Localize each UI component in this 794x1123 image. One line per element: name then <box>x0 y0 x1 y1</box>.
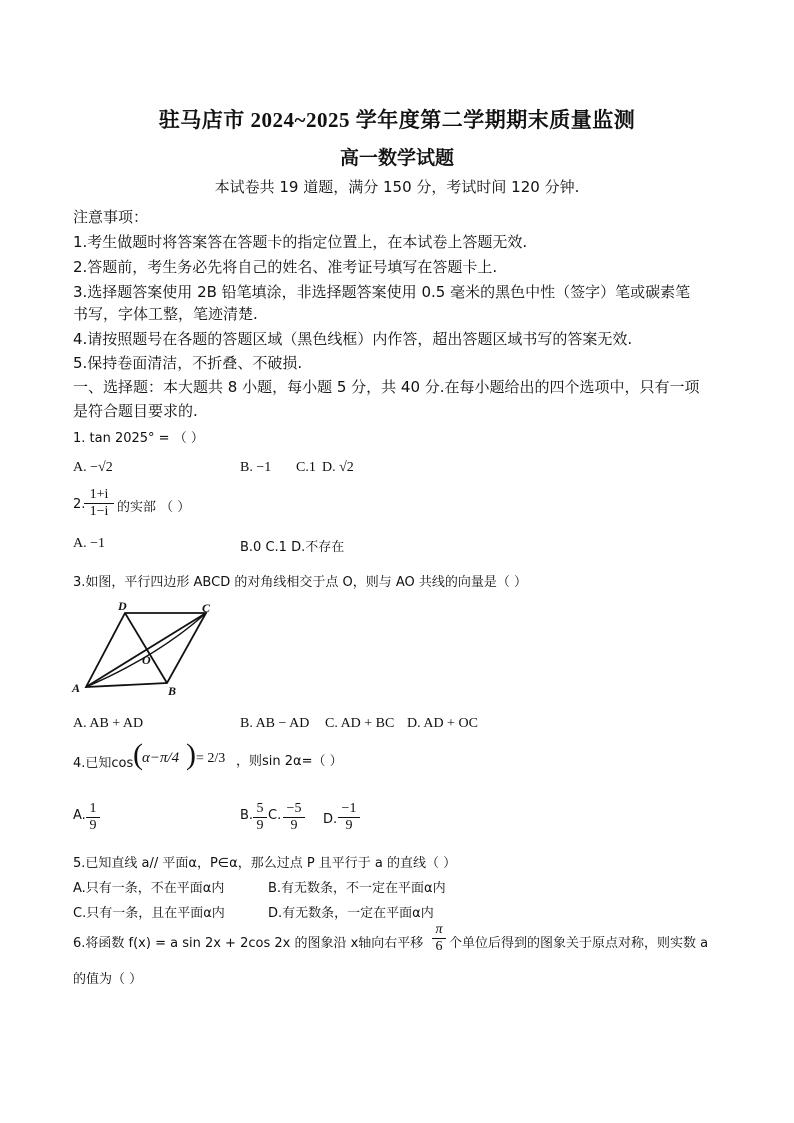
question-4-option-c-label: C. <box>268 808 282 823</box>
question-2-options-bcd: B.0 C.1 D.不存在 <box>240 540 345 555</box>
question-3-option-b: B. AB − AD <box>240 716 310 731</box>
section-heading-cont: 是符合题目要求的. <box>73 402 198 420</box>
fraction-numerator: 5 <box>256 801 264 816</box>
fraction-denominator: 6 <box>432 938 446 955</box>
fraction-denominator: 1−i <box>84 503 114 520</box>
question-2-fraction <box>84 487 114 520</box>
question-5-option-c: C.只有一条，且在平面α内 <box>73 906 225 921</box>
question-4-inner-expression: α−π/4 <box>142 750 180 766</box>
fraction-denominator: 9 <box>283 817 305 834</box>
question-4-option-d-label: D. <box>323 812 338 827</box>
question-5-option-b: B.有无数条，不一定在平面α内 <box>268 881 446 896</box>
vertex-c-label: C <box>202 601 211 615</box>
question-1-stem: 1. tan 2025° = （ ） <box>73 431 204 446</box>
question-1-option-b: B. −1 <box>240 460 272 475</box>
diagonal-ac <box>86 613 206 687</box>
question-6-shift-fraction <box>432 922 446 955</box>
question-4-option-d <box>338 801 360 834</box>
point-o-label: O <box>142 653 151 667</box>
note-item: 2.答题前，考生务必先将自己的姓名、准考证号填写在答题卡上. <box>73 258 498 276</box>
parallelogram-figure <box>68 596 218 700</box>
question-4-option-a <box>86 801 100 834</box>
note-item: 书写，字体工整，笔迹清楚. <box>73 305 258 323</box>
question-1-option-a: A. −√2 <box>73 460 113 475</box>
question-3-stem: 3.如图，平行四边形 ABCD 的对角线相交于点 O，则与 AO 共线的向量是（ ） <box>73 575 527 590</box>
question-6-stem-post: 个单位后得到的图象关于原点对称，则实数 a <box>449 936 709 951</box>
question-4-stem-post: ，则sin 2α=（ ） <box>236 754 343 769</box>
fraction-numerator: π <box>435 922 443 937</box>
exam-subtitle: 高一数学试题 <box>339 147 454 169</box>
fraction-denominator: 9 <box>253 817 267 834</box>
note-item: 3.选择题答案使用 2B 铅笔填涂，非选择题答案使用 0.5 毫米的黑色中性（签字）笔或碳素笔 <box>73 283 691 301</box>
question-1-option-c: C.1 <box>296 460 316 475</box>
fraction-numerator: −1 <box>341 801 357 816</box>
question-2-option-a: A. −1 <box>73 536 106 551</box>
question-6-stem-pre: 6.将函数 f(x) = a sin 2x + 2cos 2x 的图象沿 x轴向右平移 <box>73 936 424 951</box>
question-1-option-d: D. √2 <box>322 460 354 475</box>
note-item: 4.请按照题号在各题的答题区域（黑色线框）内作答，超出答题区域书写的答案无效. <box>73 330 633 348</box>
section-heading: 一、选择题：本大题共 8 小题，每小题 5 分，共 40 分.在每小题给出的四个选项中，只有一项 <box>73 378 700 396</box>
exam-info: 本试卷共 19 道题，满分 150 分，考试时间 120 分钟. <box>214 178 580 196</box>
question-5-option-d: D.有无数条，一定在平面α内 <box>268 906 434 921</box>
paren-open-icon: ( <box>133 738 143 771</box>
fraction-numerator: 1 <box>89 801 97 816</box>
vertex-b-label: B <box>168 684 177 698</box>
question-6-stem-line2: 的值为（ ） <box>73 972 143 987</box>
question-5-option-a: A.只有一条，不在平面α内 <box>73 881 225 896</box>
question-4-option-c <box>283 801 305 834</box>
fraction-numerator: −5 <box>286 801 302 816</box>
question-3-option-d: D. AD + OC <box>407 716 478 731</box>
question-4-option-a-label: A. <box>73 808 86 823</box>
question-5-stem: 5.已知直线 a// 平面α，P∈α，那么过点 P 且平行于 a 的直线（ ） <box>73 856 457 871</box>
note-item: 5.保持卷面清洁，不折叠、不破损. <box>73 354 303 372</box>
fraction-denominator: 9 <box>86 817 100 834</box>
vertex-a-label: A <box>72 681 81 695</box>
notes-heading: 注意事项： <box>73 208 149 226</box>
question-4-stem-pre: 4.已知cos <box>73 756 134 771</box>
note-item: 1.考生做题时将答案答在答题卡的指定位置上，在本试卷上答题无效. <box>73 233 528 251</box>
question-3-option-c: C. AD + BC <box>325 716 395 731</box>
exam-title: 驻马店市 2024~2025 学年度第二学期期末质量监测 <box>158 108 636 132</box>
fraction-denominator: 9 <box>338 817 360 834</box>
question-4-option-b-label: B. <box>240 808 254 823</box>
question-4-option-b <box>253 801 267 834</box>
paren-close-icon: ) <box>186 738 196 771</box>
question-3-option-a: A. AB + AD <box>73 716 144 731</box>
fraction-numerator: 1+i <box>89 487 109 502</box>
question-4-equals: = 2/3 <box>196 751 226 766</box>
question-2-number: 2. <box>73 497 86 512</box>
question-2-stem: 的实部 （ ） <box>117 500 191 515</box>
vertex-d-label: D <box>118 599 127 613</box>
